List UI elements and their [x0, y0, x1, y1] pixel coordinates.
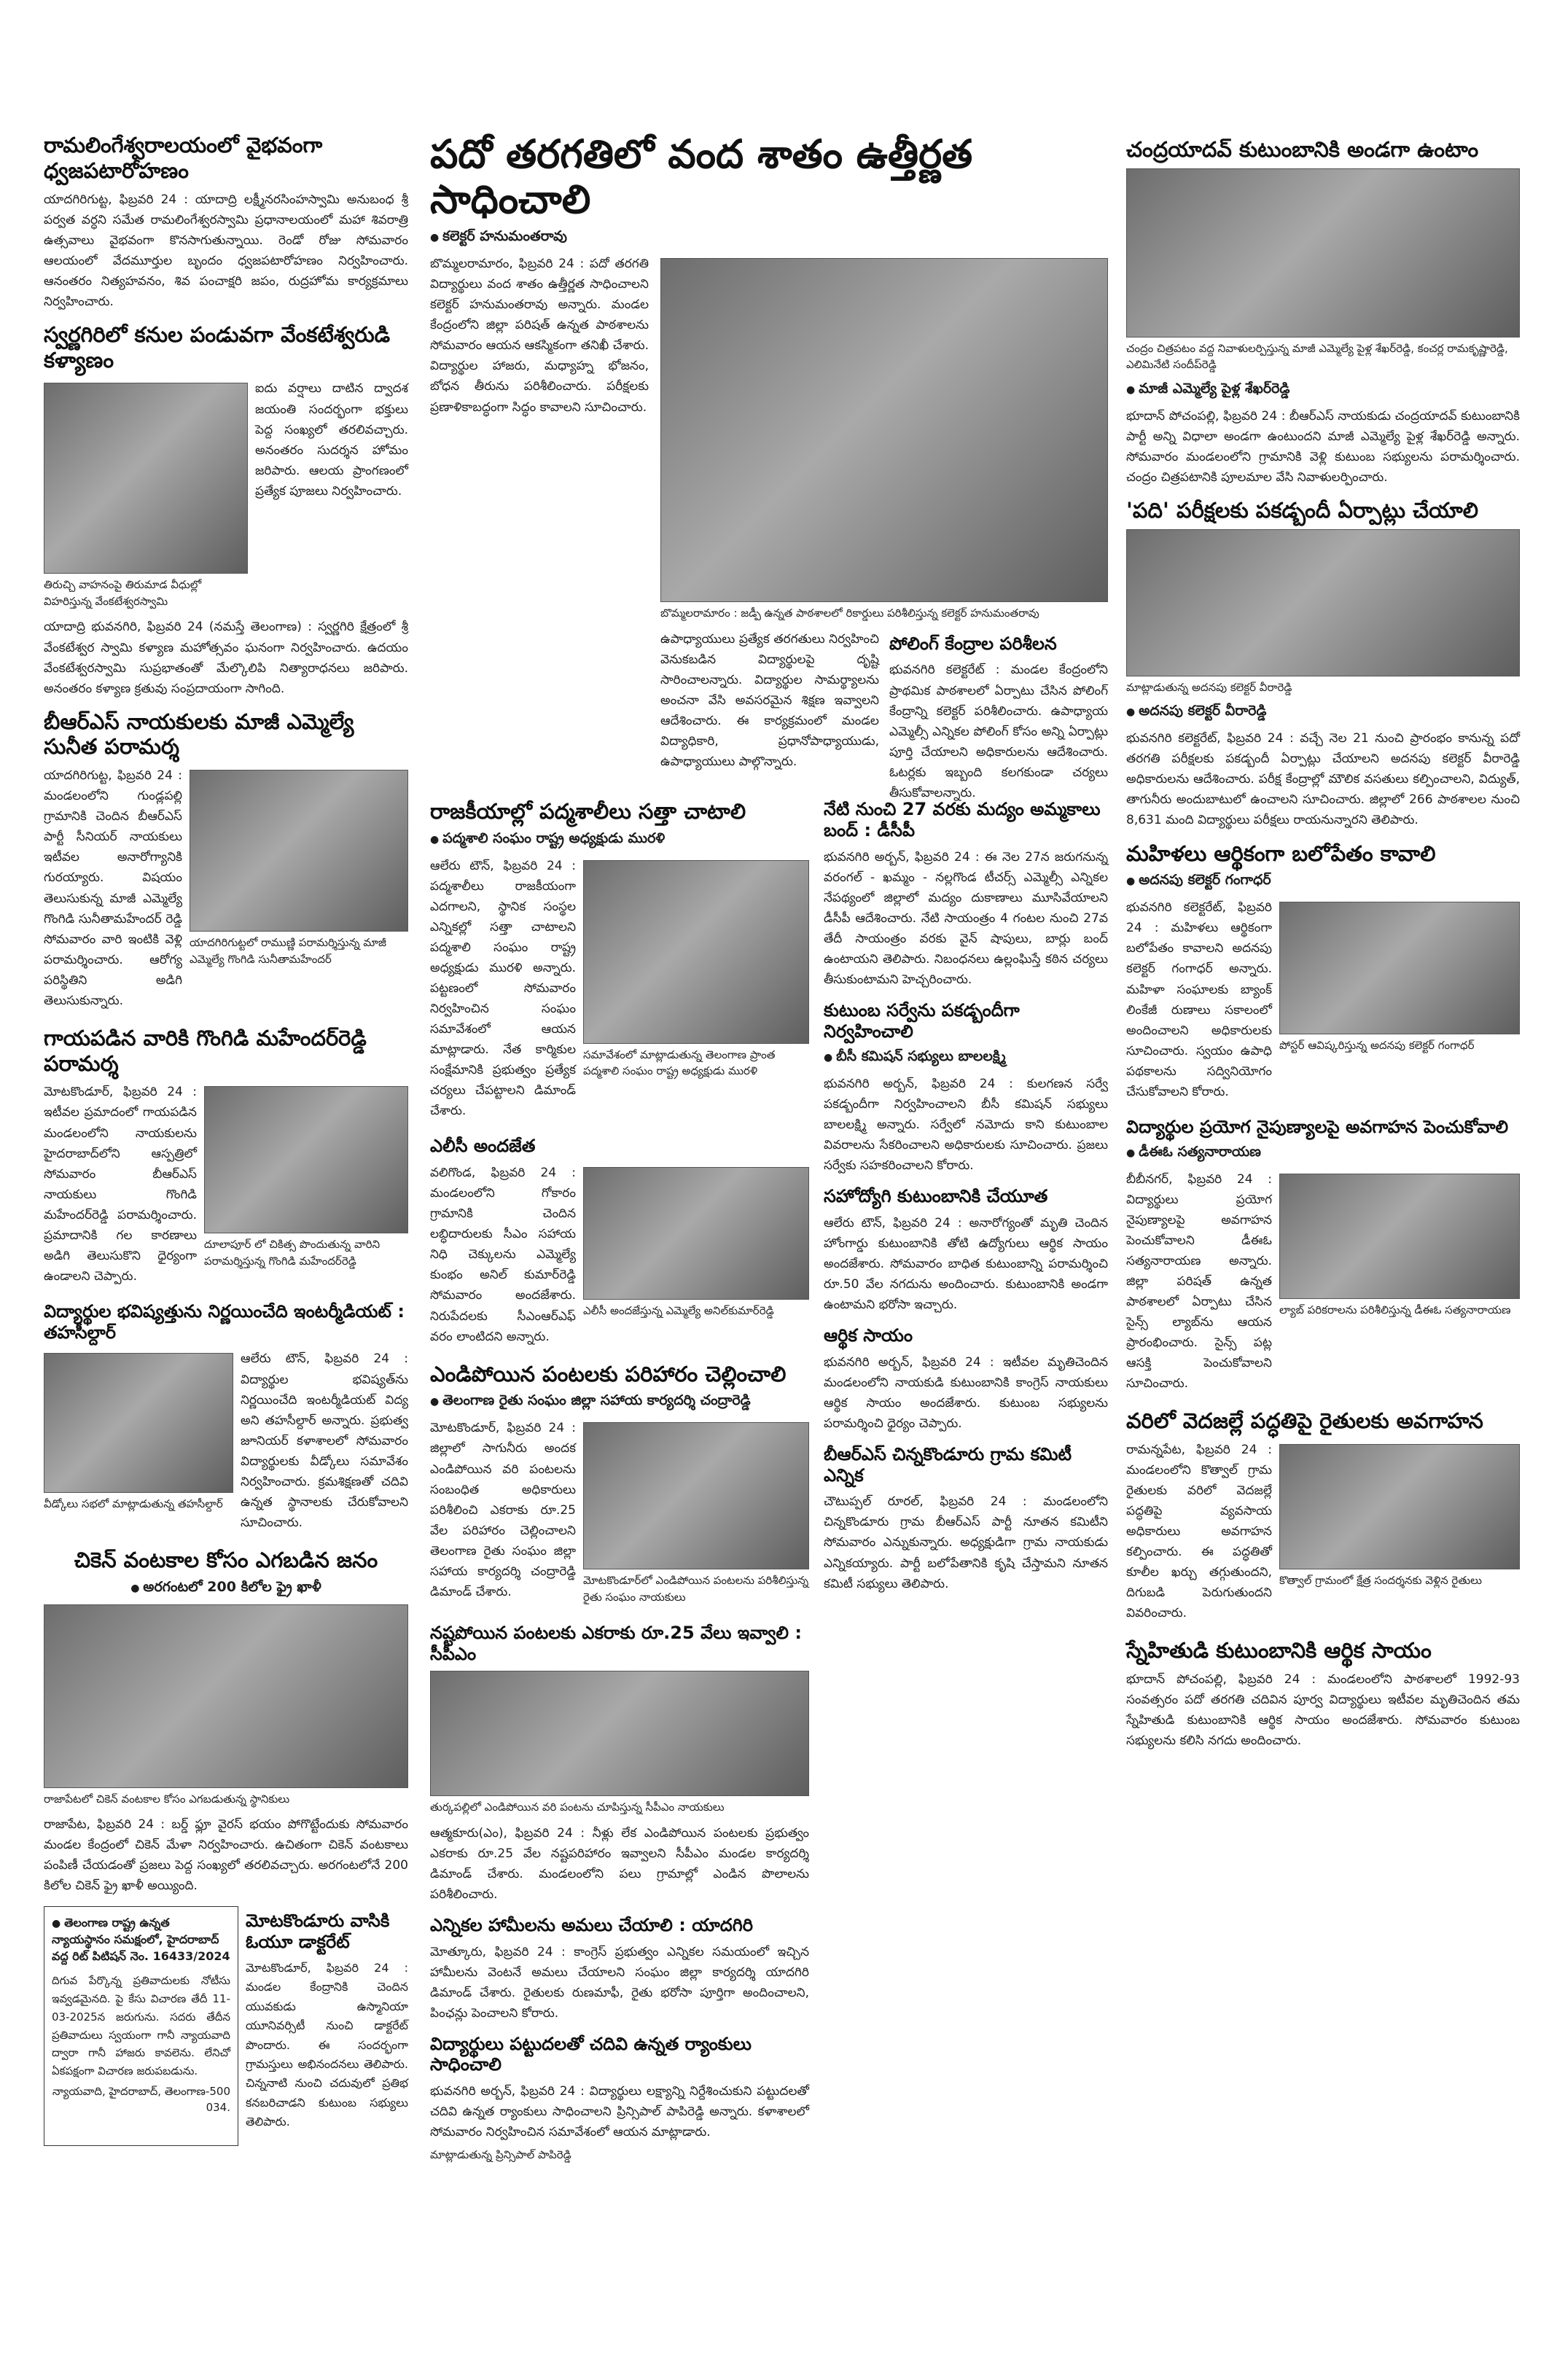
- news-photo: [1126, 529, 1520, 676]
- photo-caption: ఎలీసీ అందజేస్తున్న ఎమ్మెల్యే అనిల్‌కుమార్‌రెడ్డి: [583, 1304, 774, 1318]
- photo-caption: తిరుచ్చి వాహనంపై తిరుమాడ వీధుల్లో విహరిస్తున్న వేంకటేశ్వరస్వామి: [44, 578, 202, 608]
- headline: రాజకీయాల్లో పద్మశాలీలు సత్తా చాటాలి: [430, 799, 746, 824]
- lead-photo: [660, 258, 1108, 602]
- news-photo: [204, 1086, 408, 1233]
- photo-caption: తుర్కపల్లిలో ఎండిపోయిన వరి పంటను చూపిస్తున్న సీపీఎం నాయకులు: [430, 1800, 725, 1814]
- headline: బీఆర్‌ఎస్ నాయకులకు మాజీ ఎమ్మెల్యే సునీత పరామర్శ: [44, 709, 354, 760]
- news-photo: [44, 1604, 408, 1788]
- article-padmashali: [430, 799, 809, 1125]
- column-3: [430, 795, 809, 2174]
- article-body: యాదగిరిగుట్ట, ఫిబ్రవరి 24 : మండలంలోని గుండ్లపల్లి గ్రామానికి చెందిన బీఆర్ఎస్ పార్టీ సీనియర్ నాయకులు ఇటీవల అనారోగ్యానికి గురయ్యారు. విషయం తెలుసుకున్న మాజీ ఎమ్మెల్యే గొంగిడి సునీతామహేందర్ రెడ్డి సోమవారం వారి ఇంటికి వెళ్లి పరామర్శించారు. ఆరోగ్య పరిస్థితిని అడిగి తెలుసుకున్నారు.: [44, 768, 182, 1008]
- headline: నష్టపోయిన పంటలకు ఎకరాకు రూ.25 వేలు ఇవ్వాలి : సీపీఎం: [430, 1623, 802, 1665]
- headline: విద్యార్థుల భవిష్యత్తును నిర్ణయించేది ఇంటర్మీడియట్ : తహసీల్దార్: [44, 1300, 405, 1343]
- news-photo: [1279, 1444, 1520, 1569]
- article-body: చౌటుప్పల్ రూరల్, ఫిబ్రవరి 24 : మండలంలోని చిన్నకొండూరు గ్రామ బీఆర్ఎస్ పార్టీ నూతన కమిటీని సోమవారం ఎన్నుకున్నారు. అధ్యక్షుడిగా గ్రామ నాయకుడు ఎన్నికయ్యారు. పార్టీ బలోపేతానికి కృషి చేస్తామని నూతన కమిటీ సభ్యులు తెలిపారు.: [824, 1494, 1108, 1591]
- article-body: ఆలేరు టౌన్, ఫిబ్రవరి 24 : పద్మశాలీలు రాజకీయంగా ఎదగాలని, స్థానిక సంస్థల ఎన్నికల్లో సత్తా చాటాలని పద్మశాలి సంఘం రాష్ట్ర అధ్యక్షుడు మురళి అన్నారు. పట్టణంలో సోమవారం నిర్వహించిన సంఘం సమావేశంలో ఆయన మాట్లాడారు. నేత కార్మికుల సంక్షేమానికి ప్రభుత్వం ప్రత్యేక చర్యలు చేపట్టాలని డిమాండ్ చేశారు.: [430, 858, 576, 1119]
- legal-notice: [44, 1906, 238, 2146]
- article-ramalingeswara: [44, 133, 408, 312]
- article-body: భూదాన్ పోచంపల్లి, ఫిబ్రవరి 24 : బీఆర్ఎస్ నాయకుడు చంద్రయాదవ్ కుటుంబానికి పార్టీ అన్ని విధాలా అండగా ఉంటుందని మాజీ ఎమ్మెల్యే పైళ్ల శేఖర్‌రెడ్డి అన్నారు. సోమవారం మండలంలోని గ్రామానికి వెళ్లి కుటుంబ సభ్యులను పరామర్శించారు. చంద్రం చిత్రపటానికి పూలమాల వేసి నివాళులర్పించారు.: [1126, 408, 1520, 485]
- article-chandrayadav: [1126, 137, 1520, 488]
- headline: గాయపడిన వారికి గొంగిడి మహేందర్‌రెడ్డి పరామర్శ: [44, 1025, 367, 1076]
- subheadline: ● అరగంటలో 200 కిలోల ఫ్రై ఖాళీ: [44, 1579, 408, 1599]
- news-photo: [583, 1167, 809, 1300]
- article-mahender: [44, 1026, 408, 1291]
- article-body: మోత్కూరు, ఫిబ్రవరి 24 : కాంగ్రెస్ ప్రభుత్వం ఎన్నికల సమయంలో ఇచ్చిన హామీలను వెంటనే అమలు చేయాలని సంఘం జిల్లా కార్యదర్శి యాదగిరి డిమాండ్ చేశారు. రైతులకు రుణమాఫీ, రైతు భరోసా పూర్తిగా అందించాలని, పింఛన్లు పెంచాలని కోరారు.: [430, 1944, 809, 2021]
- article-friend: [1126, 1638, 1520, 1751]
- lead-subheadline: ● కలెక్టర్ హనుమంతరావు: [430, 228, 1108, 248]
- article-body: భువనగిరి కలెక్టరేట్, ఫిబ్రవరి 24 : వచ్చే నెల 21 నుంచి ప్రారంభం కానున్న పదో తరగతి పరీక్షలకు పకడ్బందీ ఏర్పాట్లు చేయాలని అదనపు కలెక్టర్ వీరారెడ్డి అధికారులను ఆదేశించారు. పరీక్ష కేంద్రాల్లో మౌలిక వసతులు కల్పించాలని, విద్యుత్, తాగునీరు అందుబాటులో ఉంచాలని సూచించారు. జిల్లాలో 266 పాఠశాలల నుంచి 8,631 మంది విద్యార్థులు పరీక్షలు రాయనున్నారని తెలిపారు.: [1126, 731, 1520, 828]
- headline: స్నేహితుడి కుటుంబానికి ఆర్థిక సాయం: [1126, 1638, 1432, 1663]
- article-paddy: [1126, 1408, 1520, 1628]
- side-headline: పోలింగ్ కేంద్రాల పరిశీలన: [889, 633, 1057, 654]
- article-body: మోటకొండూర్, ఫిబ్రవరి 24 : జిల్లాలో సాగునీరు అందక ఎండిపోయిన వరి పంటలను సంబంధిత అధికారులు పరిశీలించి ఎకరాకు రూ.25 వేల పరిహారం చెల్లించాలని తెలంగాణ రైతు సంఘం జిల్లా సహాయ కార్యదర్శి చంద్రారెడ్డి డిమాండ్ చేశారు.: [430, 1421, 576, 1599]
- photo-caption: వీడ్కోలు సభలో మాట్లాడుతున్న తహసీల్దార్: [44, 1497, 223, 1511]
- headline: విద్యార్థుల ప్రయోగ నైపుణ్యాలపై అవగాహన పెంచుకోవాలి: [1126, 1116, 1509, 1137]
- photo-caption: సమావేశంలో మాట్లాడుతున్న తెలంగాణ ప్రాంత పద్మశాలి సంఘం రాష్ట్ర అధ్యక్షుడు మురళి: [583, 1047, 776, 1078]
- headline: 'పది' పరీక్షలకు పకడ్బందీ ఏర్పాట్లు చేయాలి: [1126, 497, 1478, 523]
- photo-caption: పోస్టర్ ఆవిష్కరిస్తున్న అదనపు కలెక్టర్ గంగాధర్: [1279, 1039, 1475, 1053]
- headline: రామలింగేశ్వరాలయంలో వైభవంగా ధ్వజపటారోహణం: [44, 133, 323, 183]
- article-body: ఐదు వర్షాలు దాటిన ద్వాదశ జయంతి సందర్భంగా భక్తులు పెద్ద సంఖ్యలో తరలివచ్చారు. అనంతరం సుదర్శన హోమం జరిపారు. ఆలయ ప్రాంగణంలో ప్రత్యేక పూజలు నిర్వహించారు.: [255, 381, 408, 499]
- news-photo: [190, 770, 408, 932]
- news-photo: [1279, 1174, 1520, 1299]
- news-photo: [583, 1422, 809, 1569]
- article-promises: [430, 1915, 809, 2024]
- article-chicken: [44, 1548, 408, 1896]
- subheadline: ● అదనపు కలెక్టర్ గంగాధర్: [1126, 872, 1520, 891]
- article-liquor-ban: [824, 799, 1108, 990]
- article-intermediate: [44, 1301, 408, 1537]
- column-1: [44, 0, 408, 2146]
- headline: ఎలీసీ అందజేత: [430, 1136, 536, 1157]
- column-5: [1126, 133, 1520, 1761]
- news-photo: [44, 1353, 233, 1493]
- article-body: బొమ్మలరామారం, ఫిబ్రవరి 24 : పదో తరగతి విద్యార్థులు వంద శాతం ఉత్తీర్ణత సాధించాలని కలెక్టర్ హనుమంతరావు అన్నారు. మండల కేంద్రంలోని జిల్లా పరిషత్ ఉన్నత పాఠశాలను సోమవారం ఆయన ఆకస్మికంగా తనిఖీ చేశారు. విద్యార్థుల హాజరు, మధ్యాహ్న భోజనం, బోధన తీరును పరిశీలించారు. పరీక్షలకు ప్రణాళికాబద్ధంగా సిద్ధం కావాలని సూచించారు.: [430, 257, 649, 415]
- headline: సహోద్యోగి కుటుంబానికి చేయూత: [824, 1185, 1048, 1206]
- article-body: భువనగిరి అర్బన్, ఫిబ్రవరి 24 : ఇటీవల మృతిచెందిన మండలంలోని నాయకుడి కుటుంబానికి కాంగ్రెస్ నాయకులు ఆర్థిక సాయం అందజేశారు. కుటుంబ సభ్యులను పరామర్శించి ధైర్యం చెప్పారు.: [824, 1354, 1108, 1431]
- headline: మోటకొండూరు వాసికి ఓయూ డాక్టరేట్: [246, 1911, 390, 1953]
- photo-caption: కొత్వాల్ గ్రామంలో క్షేత్ర సందర్శనకు వెళ్లిన రైతులు: [1279, 1573, 1483, 1587]
- headline: ఎన్నికల హామీలను అమలు చేయాలి : యాదగిరి: [430, 1914, 753, 1935]
- photo-caption: మాట్లాడుతున్న ప్రిన్సిపాల్ పాపిరెడ్డి: [430, 2148, 571, 2162]
- article-sunitha: [44, 709, 408, 1015]
- article-body: భువనగిరి అర్బన్, ఫిబ్రవరి 24 : విద్యార్థులు లక్ష్యాన్ని నిర్దేశించుకుని పట్టుదలతో చదివి ఉన్నత ర్యాంకులు సాధించాలని ప్రిన్సిపాల్ పాపిరెడ్డి అన్నారు. కళాశాలలో సోమవారం నిర్వహించిన సమావేశంలో ఆయన మాట్లాడారు.: [430, 2084, 809, 2140]
- article-swarnagiri: [44, 322, 408, 699]
- photo-caption: దూలాపూర్ లో చికిత్స పొందుతున్న వారిని పరామర్శిస్తున్న గొంగిడి మహేందర్‌రెడ్డి: [204, 1238, 381, 1268]
- article-body: ఆలేరు టౌన్, ఫిబ్రవరి 24 : విద్యార్థుల భవిష్యత్‌ను నిర్ణయించేది ఇంటర్మీడియట్ విద్య అని తహసీల్దార్ అన్నారు. ప్రభుత్వ జూనియర్ కళాశాలలో సోమవారం విద్యార్థులకు వీడ్కోలు సమావేశం నిర్వహించారు. క్రమశిక్షణతో చదివి ఉన్నత స్థానాలకు చేరుకోవాలని సూచించారు.: [241, 1351, 408, 1530]
- article-body: భువనగిరి కలెక్టరేట్ : మండల కేంద్రంలోని ప్రాథమిక పాఠశాలలో ఏర్పాటు చేసిన పోలింగ్ కేంద్రాన్ని కలెక్టర్ పరిశీలించారు. ఉపాధ్యాయ ఎమ్మెల్సీ ఎన్నికల పోలింగ్ కోసం అన్ని ఏర్పాట్లు పూర్తి చేయాలని అధికారులను ఆదేశించారు. ఓటర్లకు ఇబ్బంది కలగకుండా చర్యలు తీసుకోవాలన్నారు.: [889, 663, 1108, 800]
- article-cpm: [430, 1623, 809, 1904]
- article-body: మోటకొండూర్, ఫిబ్రవరి 24 : మండల కేంద్రానికి చెందిన యువకుడు ఉస్మానియా యూనివర్సిటీ నుంచి డాక్టరేట్ పొందారు. ఈ సందర్భంగా గ్రామస్తులు అభినందనలు తెలిపారు. చిన్ననాటి నుంచి చదువులో ప్రతిభ కనబరిచాడని కుటుంబ సభ్యులు తెలిపారు.: [246, 1960, 408, 2129]
- headline: బీఆర్‌ఎస్ చిన్నకొండూరు గ్రామ కమిటీ ఎన్నిక: [824, 1443, 1072, 1486]
- article-body: రాజాపేట, ఫిబ్రవరి 24 : బర్డ్ ఫ్లూ వైరస్ భయం పోగొట్టేందుకు సోమవారం మండల కేంద్రంలో చికెన్ మేళా నిర్వహించారు. ఉచితంగా చికెన్ వంటకాలు పంపిణీ చేయడంతో ప్రజలు పెద్ద సంఖ్యలో తరలివచ్చారు. అరగంటలోనే 200 కిలోల చికెన్ ఫ్రై ఖాళీ అయ్యింది.: [44, 1817, 408, 1894]
- article-women: [1126, 841, 1520, 1107]
- photo-caption: యాదగిరిగుట్టలో రాముణ్ణి పరామర్శిస్తున్న మాజీ ఎమ్మెల్యే గొంగిడి సునీతామహేందర్: [190, 936, 387, 966]
- photo-caption: బొమ్మలరామారం : జడ్పీ ఉన్నత పాఠశాలలో రికార్డులు పరిశీలిస్తున్న కలెక్టర్ హనుమంతరావు: [660, 606, 1039, 620]
- news-photo: [430, 1671, 809, 1796]
- main-story: [430, 128, 1108, 808]
- subheadline: ● డీఈఓ సత్యనారాయణ: [1126, 1144, 1520, 1163]
- notice-body: దిగువ పేర్కొన్న ప్రతివాదులకు నోటీసు ఇవ్వడమైనది. పై కేసు విచారణ తేదీ 11-03-2025న జరుగును. సదరు తేదీన ప్రతివాదులు స్వయంగా గానీ న్యాయవాది ద్వారా గానీ హాజరు కావలెను. లేనిచో ఏకపక్షంగా విచారణ జరుపబడును.: [52, 1974, 230, 2078]
- headline: చంద్రయాదవ్ కుటుంబానికి అండగా ఉంటాం: [1126, 137, 1479, 162]
- headline: మహిళలు ఆర్థికంగా బలోపేతం కావాలి: [1126, 840, 1436, 866]
- article-crops: [430, 1362, 809, 1613]
- subheadline: ● మాజీ ఎమ్మెల్యే పైళ్ల శేఖర్‌రెడ్డి: [1126, 381, 1520, 400]
- photo-caption: మాట్లాడుతున్న అదనపు కలెక్టర్ వీరారెడ్డి: [1126, 680, 1292, 694]
- notice-title: ● తెలంగాణ రాష్ట్ర ఉన్నత న్యాయస్థానం సమక్షంలో, హైదరాబాద్ వద్ద రిట్ పిటిషన్ నెం. 16433/2024: [52, 1916, 230, 1966]
- article-lab: [1126, 1117, 1520, 1398]
- bottom-row: [44, 1906, 408, 2146]
- article-aid: [824, 1325, 1108, 1434]
- article-body: ఆలేరు టౌన్, ఫిబ్రవరి 24 : అనారోగ్యంతో మృతి చెందిన హోంగార్డు కుటుంబానికి తోటి ఉద్యోగులు ఆర్థిక సాయం అందజేశారు. సోమవారం బాధిత కుటుంబాన్ని పరామర్శించి రూ.50 వేల నగదును అందించారు. కుటుంబానికి అండగా ఉంటామని భరోసా ఇచ్చారు.: [824, 1215, 1108, 1312]
- article-body: యాదగిరిగుట్ట, ఫిబ్రవరి 24 : యాదాద్రి లక్ష్మీనరసింహస్వామి అనుబంధ శ్రీ పర్వత వర్ధని సమేత రామలింగేశ్వరస్వామి ప్రధానాలయంలో మహా శివరాత్రి ఉత్సవాలు వైభవంగా కొనసాగుతున్నాయి. రెండో రోజు సోమవారం ఆలయంలో వేదమూర్తుల బృందం ధ్వజపటారోహణం నిర్వహించారు. ఆనంతరం నిత్యహవనం, శివ పంచాక్షరి జపం, రుద్రహోమ కార్యక్రమాలు నిర్వహించారు.: [44, 192, 408, 309]
- article-body: భువనగిరి అర్బన్, ఫిబ్రవరి 24 : ఈ నెల 27న జరుగనున్న వరంగల్ - ఖమ్మం - నల్లగొండ టీచర్స్ ఎమ్మెల్సీ ఎన్నికల నేపథ్యంలో జిల్లాలో మద్యం దుకాణాలు మూసివేయాలని డీసీపీ ఆదేశించారు. నేటి సాయంత్రం 4 గంటల నుంచి 27వ తేదీ సాయంత్రం వరకు వైన్ షాపులు, బార్లు బంద్ ఉంటాయని తెలిపారు. నిబంధనలు ఉల్లంఘిస్తే కఠిన చర్యలు తీసుకుంటామని హెచ్చరించారు.: [824, 849, 1108, 987]
- subheadline: ● తెలంగాణ రైతు సంఘం జిల్లా సహాయ కార్యదర్శి చంద్రారెడ్డి: [430, 1392, 809, 1412]
- article-body: మోటకొండూర్, ఫిబ్రవరి 24 : ఇటీవల ప్రమాదంలో గాయపడిన మండలంలోని నాయకులను హైదరాబాద్‌లోని ఆస్పత్రిలో సోమవారం బీఆర్ఎస్ నాయకులు గొంగిడి మహేందర్‌రెడ్డి పరామర్శించారు. ప్రమాదానికి గల కారణాలు అడిగి తెలుసుకొని ధైర్యంగా ఉండాలని చెప్పారు.: [44, 1085, 197, 1284]
- article-lc: [430, 1136, 809, 1351]
- notice-signature: న్యాయవాది, హైదరాబాద్, తెలంగాణ-500 034.: [52, 2084, 230, 2114]
- headline: కుటుంబ సర్వేను పకడ్బందీగా నిర్వహించాలి: [824, 999, 1020, 1042]
- article-colleague: [824, 1186, 1108, 1315]
- article-tenth-exams: [1126, 498, 1520, 831]
- photo-caption: ల్యాబ్ పరికరాలను పరిశీలిస్తున్న డీఈఓ సత్యనారాయణ: [1279, 1303, 1511, 1316]
- news-photo: [583, 860, 809, 1044]
- article-body: రామన్నపేట, ఫిబ్రవరి 24 : మండలంలోని కొత్వాల్ గ్రామ రైతులకు వరిలో వెదజల్లే పద్ధతిపై వ్యవసాయ అధికారులు అవగాహన కల్పించారు. ఈ పద్ధతితో కూలీల ఖర్చు తగ్గుతుందని, దిగుబడి పెరుగుతుందని వివరించారు.: [1126, 1442, 1272, 1621]
- photo-caption: రాజాపేటలో చికెన్ వంటకాల కోసం ఎగబడుతున్న స్థానికులు: [44, 1792, 290, 1806]
- article-committee: [824, 1444, 1108, 1594]
- article-body: ఆత్మకూరు(ఎం), ఫిబ్రవరి 24 : నీళ్లు లేక ఎండిపోయిన పంటలకు ప్రభుత్వం ఎకరాకు రూ.25 వేల నష్టపరిహారం ఇవ్వాలని సీపీఎం మండల కార్యదర్శి డిమాండ్ చేశారు. మండలంలోని పలు గ్రామాల్లో ఎండిన పొలాలను పరిశీలించారు.: [430, 1825, 809, 1902]
- headline: ఎండిపోయిన పంటలకు పరిహారం చెల్లించాలి: [430, 1361, 787, 1386]
- subheadline: ● అదనపు కలెక్టర్ వీరారెడ్డి: [1126, 703, 1520, 722]
- news-photo: [44, 383, 248, 574]
- lead-headline: పదో తరగతిలో వంద శాతం ఉత్తీర్ణత సాధించాలి: [430, 131, 973, 223]
- article-body: బీబీనగర్, ఫిబ్రవరి 24 : విద్యార్థులు ప్రయోగ నైపుణ్యాలపై అవగాహన పెంచుకోవాలని డీఈఓ సత్యనారాయణ అన్నారు. జిల్లా పరిషత్ ఉన్నత పాఠశాలలో ఏర్పాటు చేసిన సైన్స్ ల్యాబ్‌ను ఆయన ప్రారంభించారు. సైన్స్ పట్ల ఆసక్తి పెంచుకోవాలని సూచించారు.: [1126, 1171, 1272, 1392]
- photo-caption: చంద్రం చిత్రపటం వద్ద నివాళులర్పిస్తున్న మాజీ ఎమ్మెల్యే పైళ్ల శేఖర్‌రెడ్డి, కంచర్ల రామకృష్ణారెడ్డి, ఎలిమినేటి సందీప్‌రెడ్డి: [1126, 341, 1508, 372]
- headline: చికెన్ వంటకాల కోసం ఎగబడిన జనం: [74, 1547, 378, 1572]
- article-body: భూదాన్ పోచంపల్లి, ఫిబ్రవరి 24 : మండలంలోని పాఠశాలలో 1992-93 సంవత్సరం పదో తరగతి చదివిన పూర్వ విద్యార్థులు ఇటీవల మృతిచెందిన తమ స్నేహితుడి కుటుంబానికి ఆర్థిక సాయం అందజేశారు. సోమవారం కుటుంబ సభ్యులను కలిసి నగదు అందించారు.: [1126, 1672, 1520, 1749]
- headline: ఆర్థిక సాయం: [824, 1324, 913, 1346]
- article-body: భువనగిరి కలెక్టరేట్, ఫిబ్రవరి 24 : మహిళలు ఆర్థికంగా బలోపేతం కావాలని అదనపు కలెక్టర్ గంగాధర్ అన్నారు. మహిళా సంఘాలకు బ్యాంక్ లింకేజీ రుణాలు సకాలంలో అందించాలని అధికారులకు సూచించారు. స్వయం ఉపాధి పథకాలను సద్వినియోగం చేసుకోవాలని కోరారు.: [1126, 900, 1272, 1099]
- headline: నేటి నుంచి 27 వరకు మద్యం అమ్మకాలు బంద్ : డీసీపీ: [824, 799, 1101, 840]
- news-photo: [1126, 168, 1520, 338]
- column-4: [824, 795, 1108, 1604]
- article-body: ఉపాధ్యాయులు ప్రత్యేక తరగతులు నిర్వహించి వెనుకబడిన విద్యార్థులపై దృష్టి సారించాలన్నారు. విద్యార్థుల సామర్థ్యాలను అంచనా వేసి అవసరమైన శిక్షణ ఇవ్వాలని ఆదేశించారు. ఈ కార్యక్రమంలో మండల విద్యాధికారి, ప్రధానోపాధ్యాయుడు, ఉపాధ్యాయులు పాల్గొన్నారు.: [660, 631, 879, 769]
- subheadline: ● పద్మశాలి సంఘం రాష్ట్ర అధ్యక్షుడు మురళి: [430, 830, 809, 850]
- article-survey: [824, 1000, 1108, 1176]
- article-body: యాదాద్రి భువనగిరి, ఫిబ్రవరి 24 (నమస్తే తెలంగాణ) : స్వర్ణగిరి క్షేత్రంలో శ్రీ వేంకటేశ్వర స్వామి కళ్యాణ మహోత్సవం ఘనంగా నిర్వహించారు. ఉదయం వేంకటేశ్వరస్వామి సుప్రభాతంతో మేల్కొలిపి నిత్యారాధనలు జరిపారు. అనంతరం కళ్యాణ క్రతువు సంప్రదాయంగా సాగింది.: [44, 620, 408, 696]
- article-body: వలిగొండ, ఫిబ్రవరి 24 : మండలంలోని గోకారం గ్రామానికి చెందిన లబ్ధిదారులకు సీఎం సహాయ నిధి చెక్కులను ఎమ్మెల్యే కుంభం అనిల్ కుమార్‌రెడ్డి సోమవారం అందజేశారు. నిరుపేదలకు సీఎంఆర్ఎఫ్ వరం లాంటిదని అన్నారు.: [430, 1166, 576, 1344]
- article-body: భువనగిరి అర్బన్, ఫిబ్రవరి 24 : కులగణన సర్వే పకడ్బందీగా నిర్వహించాలని బీసీ కమిషన్ సభ్యులు బాలలక్ష్మి అన్నారు. సర్వేలో నమోదు కాని కుటుంబాల వివరాలను సేకరించాలని అధికారులకు సూచించారు. ప్రజలు సర్వేకు సహకరించాలని కోరారు.: [824, 1076, 1108, 1173]
- subheadline: ● బీసీ కమిషన్ సభ్యులు బాలలక్ష్మి: [824, 1048, 1108, 1068]
- article-doctorate: [246, 1906, 408, 2136]
- news-photo: [1279, 902, 1520, 1034]
- article-students: [430, 2034, 809, 2164]
- photo-caption: మోటకొండూర్‌లో ఎండిపోయిన పంటలను పరిశీలిస్తున్న రైతు సంఘం నాయకులు: [583, 1574, 809, 1604]
- headline: వరిలో వెదజల్లే పద్ధతిపై రైతులకు అవగాహన: [1126, 1408, 1483, 1434]
- headline: స్వర్ణగిరిలో కనుల పండువగా వేంకటేశ్వరుడి కళ్యాణం: [44, 321, 391, 372]
- headline: విద్యార్థులు పట్టుదలతో చదివి ఉన్నత ర్యాంకులు సాధించాలి: [430, 2033, 752, 2075]
